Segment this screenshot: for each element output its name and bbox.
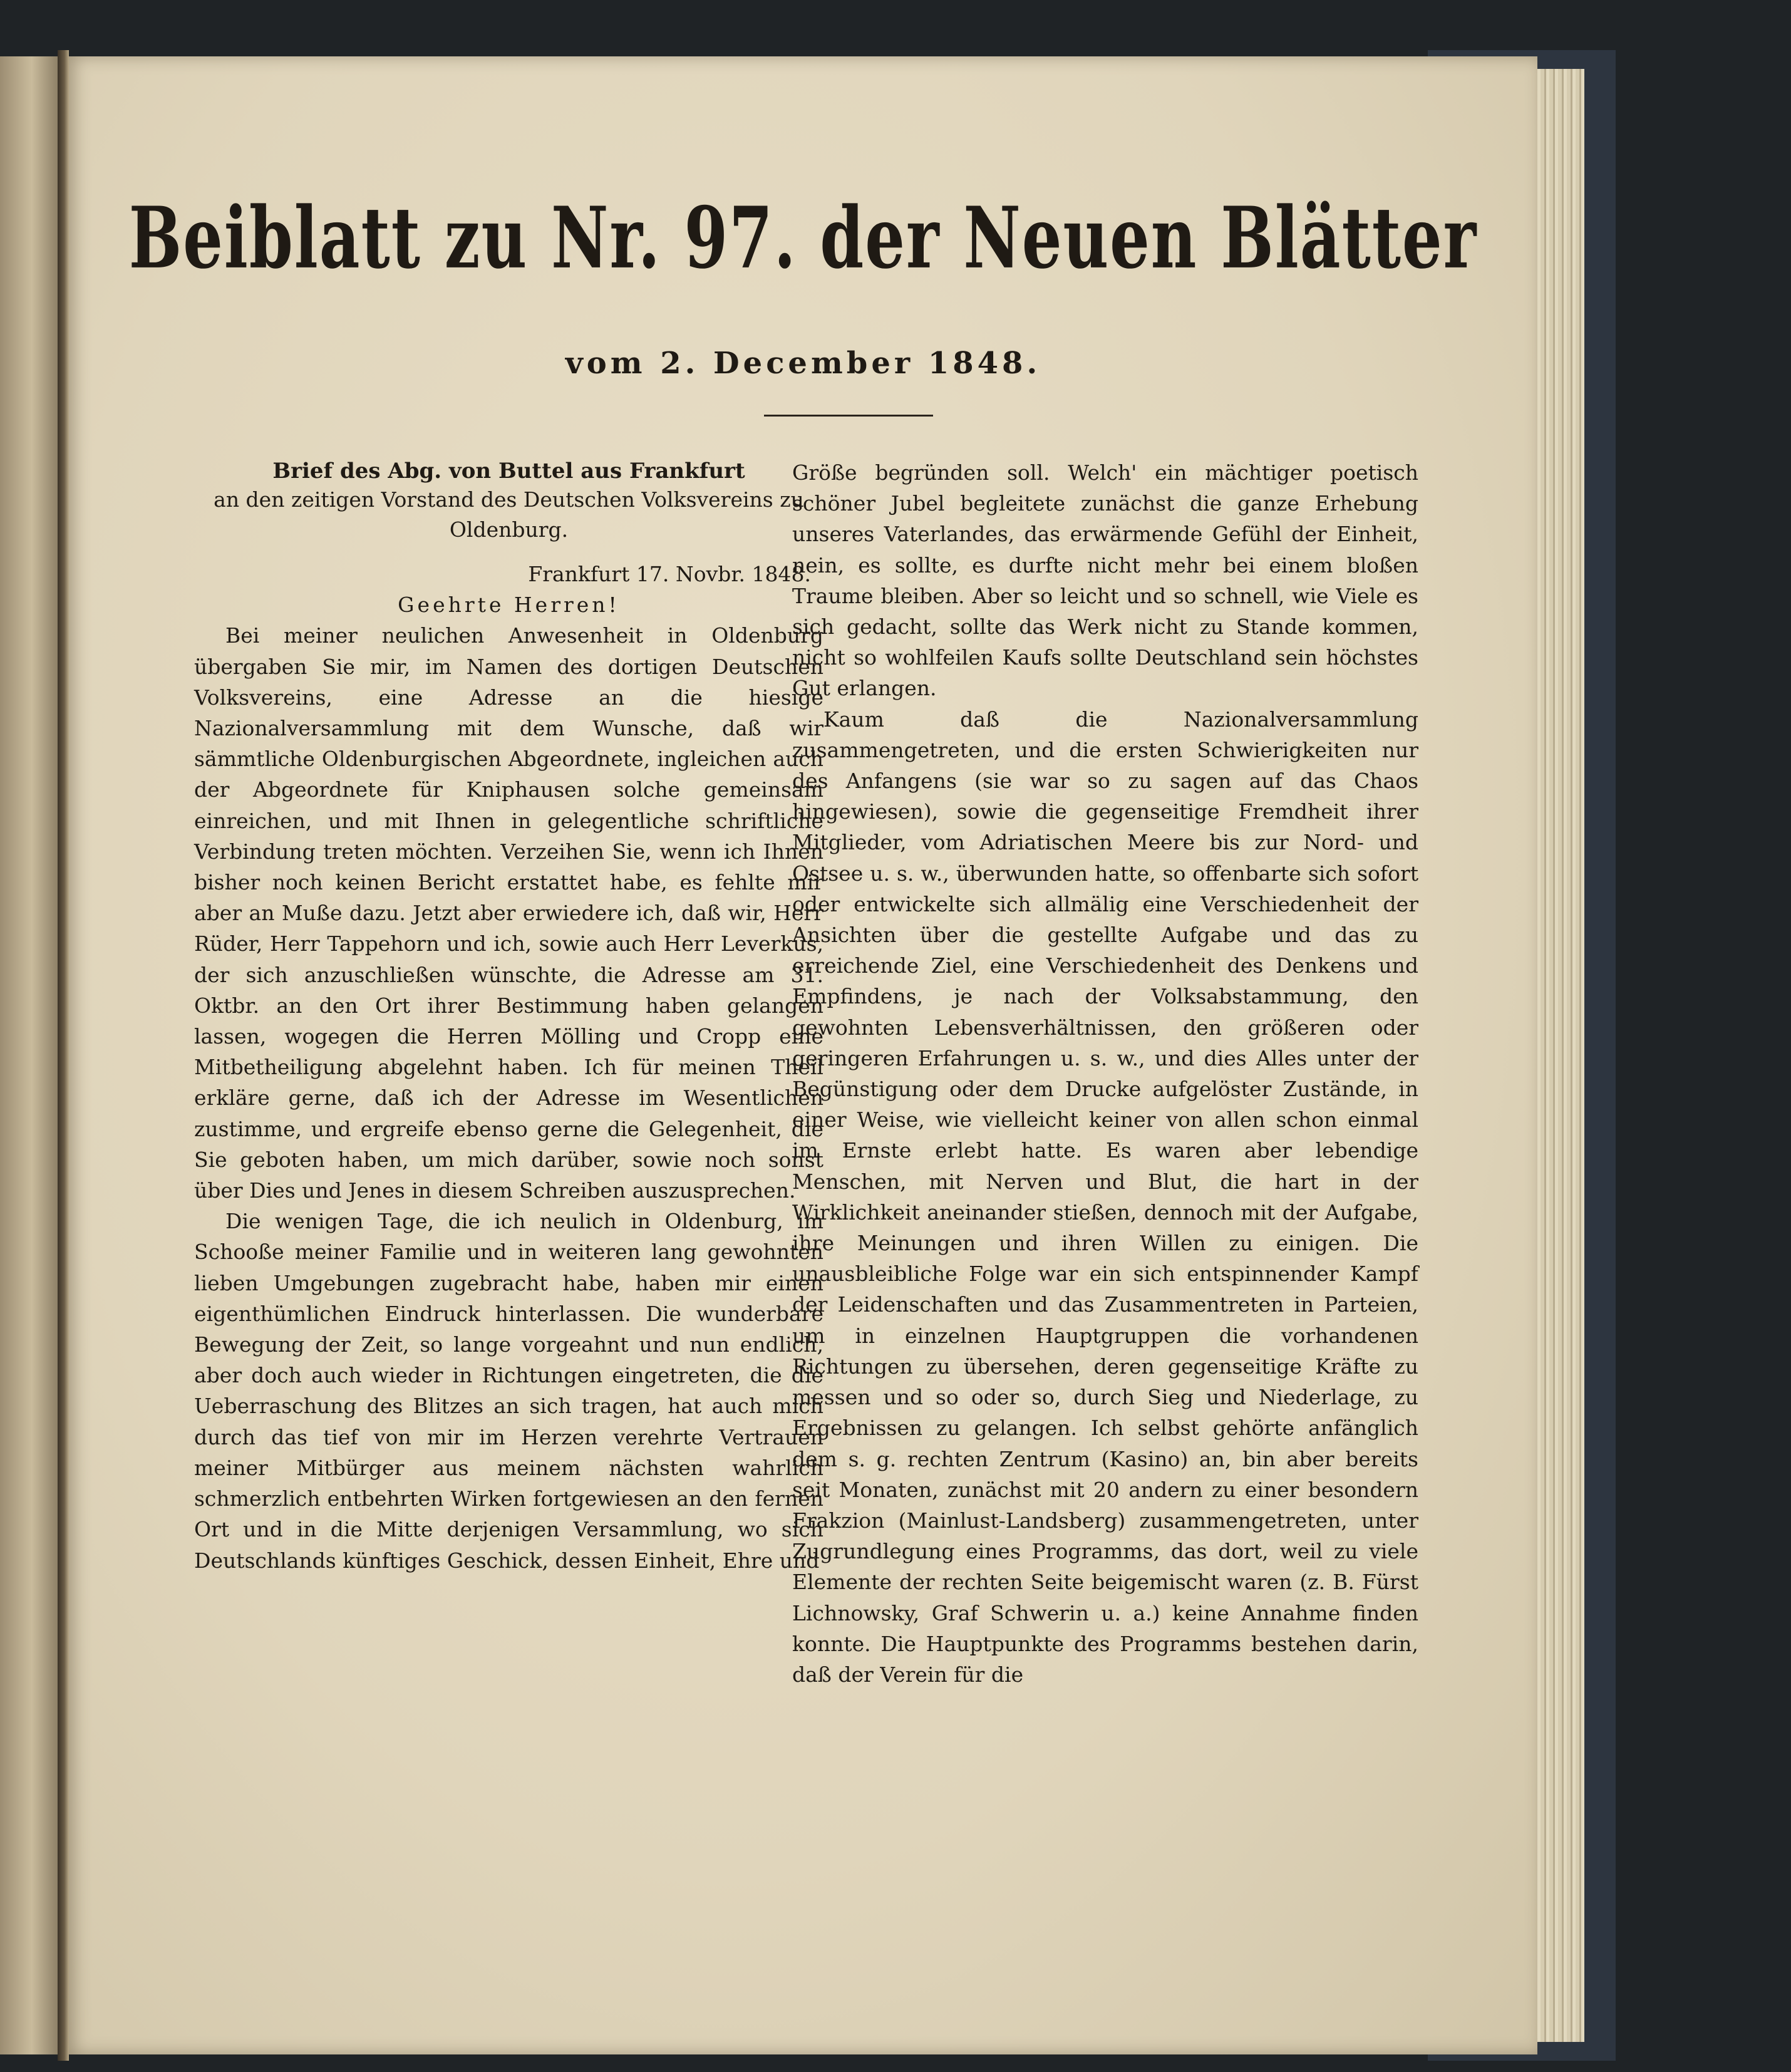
masthead-date: vom 2. December 1848. [565,346,1041,381]
body-paragraph: Größe begründen soll. Welch' ein mächtiger poetisch schöner Jubel begleitete zunächst die ganze Erhebung unseres Vaterlandes, das erwärmende Gefühl der Einheit, nein, es sollte, es durfte nicht mehr bei einem bloßen Traume bleiben. Aber so leicht und so schnell, wie Viele es sich gedacht, sollte das Werk nicht zu Stande kommen, nicht so wohlfeilen Kaufs sollte Deutschland sein höchstes Gut erlangen. [792,460,1418,701]
letter-place-date: Frankfurt 17. Novbr. 1848. [528,562,811,586]
newspaper-page [69,56,1537,2054]
article-heading: Brief des Abg. von Buttel aus Frankfurt [272,458,745,484]
masthead-title: Beiblatt zu Nr. 97. der Neuen Blätter [128,188,1478,288]
column-left [194,457,823,1576]
previous-page-edge [0,56,58,2054]
body-paragraph: Die wenigen Tage, die ich neulich in Oldenburg, im Schooße meiner Familie und in weiteren lang gewohnten lieben Umgebungen zugebracht habe, haben mir einen eigenthümlichen Eindruck hinterlassen. Die wunderbare Bewegung der Zeit, so lange vorgeahnt und nun endlich, aber doch auch wieder in Richtungen eingetreten, die die Ueberraschung des Blitzes an sich tragen, hat auch mich durch das tief von mir im Herzen verehrte Vertrauen meiner Mitbürger aus meinem nächsten wahrlich schmerzlich entbehrten Wirken fortgewiesen an den fernen Ort und in die Mitte derjenigen Versammlung, wo sich Deutschlands künftiges Geschick, dessen Einheit, Ehre und [194,1209,823,1573]
body-paragraph: Bei meiner neulichen Anwesenheit in Oldenburg übergaben Sie mir, im Namen des dortigen Deutschen Volksvereins, eine Adresse an die hiesige Nazionalversammlung mit dem Wunsche, daß wir sämmtliche Oldenburgischen Abgeordnete, ingleichen auch der Abgeordnete für Kniphausen solche gemeinsam einreichen, und mit Ihnen in gelegentliche schriftliche Verbindung treten möchten. Verzeihen Sie, wenn ich Ihnen bisher noch keinen Bericht erstattet habe, es fehlte mir aber an Muße dazu. Jetzt aber erwiedere ich, daß wir, Herr Rüder, Herr Tappehorn und ich, sowie auch Herr Leverkus, der sich anzuschließen wünschte, die Adresse am 31. Oktbr. an den Ort ihrer Bestimmung haben gelangen lassen, wogegen die Herren Mölling und Cropp eine Mitbetheiligung abgelehnt haben. Ich für meinen Theil erkläre gerne, daß ich der Adresse im Wesentlichen zustimme, und ergreife ebenso gerne die Gelegenheit, die Sie geboten haben, um mich darüber, sowie noch sonst über Dies und Jenes in diesem Schreiben auszusprechen. [194,623,823,1203]
book-gutter [58,50,69,2061]
letter-salutation: Geehrte Herren! [398,593,620,618]
title-divider [764,415,933,417]
article-subheading: an den zeitigen Vorstand des Deutschen Volksvereins zu Oldenburg. [214,487,804,542]
body-paragraph: Kaum daß die Nazionalversammlung zusammengetreten, und die ersten Schwierigkeiten nur des Anfangens (sie war so zu sagen auf das Chaos hingewiesen), sowie die gegenseitige Fremdheit ihrer Mitglieder, vom Adriatischen Meere bis zur Nord- und Ostsee u. s. w., überwunden hatte, so offenbarte sich sofort oder entwickelte sich allmälig eine Verschiedenheit der Ansichten über die gestellte Aufgabe und das zu erreichende Ziel, eine Verschiedenheit des Denkens und Empfindens, je nach der Volksabstammung, den gewohnten Lebensverhältnissen, den größeren oder geringeren Erfahrungen u. s. w., und dies Alles unter der Begünstigung oder dem Drucke aufgelöster Zustände, in einer Weise, wie vielleicht keiner von allen schon einmal im Ernste erlebt hatte. Es waren aber lebendige Menschen, mit Nerven und Blut, die hart in der Wirklichkeit aneinander stießen, dennoch mit der Aufgabe, ihre Meinungen und ihren Willen zu einigen. Die unausbleibliche Folge war ein sich entspinnender Kampf der Leidenschaften und das Zusammentreten in Parteien, um in einzelnen Hauptgruppen die vorhandenen Richtungen zu übersehen, deren gegenseitige Kräfte zu messen und so oder so, durch Sieg und Niederlage, zu Ergebnissen zu gelangen. Ich selbst gehörte anfänglich dem s. g. rechten Zentrum (Kasino) an, bin aber bereits seit Monaten, zunächst mit 20 andern zu einer besondern Frakzion (Mainlust-Landsberg) zusammengetreten, unter Zugrundlegung eines Programms, das dort, weil zu viele Elemente der rechten Seite beigemischt waren (z. B. Fürst Lichnowsky, Graf Schwerin u. a.) keine Annahme finden konnte. Die Hauptpunkte des Programms bestehen darin, daß der Verein für die [792,707,1418,1687]
column-right [792,457,1418,1690]
